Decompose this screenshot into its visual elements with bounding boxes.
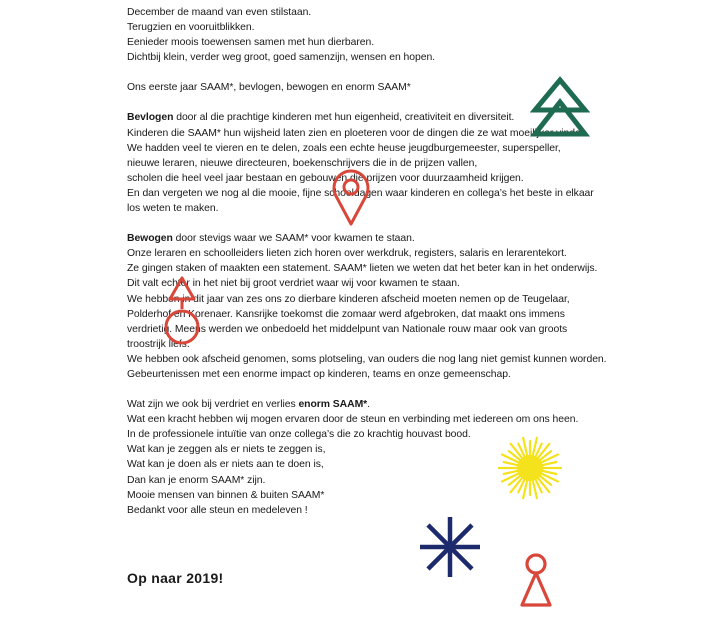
text-span: Wat zijn we ook bij verdriet en verlies <box>127 399 299 411</box>
text-line: Bedankt voor alle steun en medeleven ! <box>127 504 308 516</box>
text-line: Wat een kracht hebben wij mogen ervaren door de steun en verbinding met iedereen om ons heen. <box>127 414 579 426</box>
text-line: Gebeurtenissen met een enorme impact op kinderen, teams en onze gemeenschap. <box>127 368 511 380</box>
text-line: En dan vergeten we nog al die mooie, fijne schooldagen waar kinderen en collega’s het beste in elkaar <box>127 187 594 199</box>
text-line <box>127 397 647 412</box>
text-line: December de maand van even stilstaan. <box>127 7 312 18</box>
text-line: We hebben in dit jaar van zes ons zo dierbare kinderen afscheid moeten nemen op de Teugelaar, <box>127 293 570 305</box>
bevlogen-paragraph <box>127 110 647 216</box>
headline: Ons eerste jaar SAAM*, bevlogen, bewogen en enorm SAAM* <box>127 82 411 94</box>
text-line: We hebben ook afscheid genomen, soms plotseling, van ouders die nog lang niet gemist kunnen worden. <box>127 353 607 365</box>
text-line: We hadden veel te vieren en te delen, zoals een echte heuse jeugdburgemeester, superspeller, <box>127 142 561 154</box>
text-line: scholen die heel veel jaar bestaan en gebouwen die prijzen voor duurzaamheid krijgen. <box>127 172 524 184</box>
enorm-paragraph <box>127 397 647 518</box>
text-line: Terugzien en vooruitblikken. <box>127 22 255 34</box>
text-line: Ze gingen staken of maakten een statement. SAAM* lieten we weten dat het beter kan in het onderwijs. <box>127 263 598 275</box>
keyhole-figure-icon <box>518 552 554 608</box>
bewogen-paragraph <box>127 231 647 382</box>
text-line: Onze leraren en schoolleiders lieten zich horen over werkdruk, registers, salaris en lerarentekort. <box>127 248 567 260</box>
text-line: los weten te maken. <box>127 203 219 215</box>
text-line: Eenieder moois toewensen samen met hun dierbaren. <box>127 37 375 49</box>
text-line: Wat kan je zeggen als er niets te zeggen is, <box>127 444 326 456</box>
text-line: nieuwe leraren, nieuwe directeuren, boekenschrijvers die in de prijzen vallen, <box>127 157 478 169</box>
letter-body <box>127 5 647 518</box>
text-line: verdrietig. Meens werden we onbedoeld het middelpunt van Nationale rouw maar ook van groots <box>127 323 568 335</box>
text-line: Dichtbij klein, verder weg groot, goed samenzijn, wensen en hopen. <box>127 52 436 64</box>
keyword-enorm-saam: enorm SAAM* <box>298 399 368 411</box>
keyword-bevlogen: Bevlogen <box>127 112 174 124</box>
asterisk-star-icon <box>418 515 482 579</box>
text-line: Dit valt echter in het niet bij groot verdriet waar wij voor kwamen te staan. <box>127 278 460 290</box>
text-span: . <box>367 399 371 411</box>
text-line: In de professionele intuïtie van onze collega’s die zo krachtig houvast bood. <box>127 429 471 441</box>
text-line: troostrijk liefs. <box>127 338 190 350</box>
text-line: Mooie mensen van binnen & buiten SAAM* <box>127 489 325 501</box>
closing-line: Op naar 2019! <box>127 570 224 586</box>
text-span: door al die prachtige kinderen met hun eigenheid, creativiteit en diversiteit. <box>173 112 515 124</box>
text-line: Kinderen die SAAM* hun wijsheid laten zien en ploeteren voor de dingen die ze wat moeilijker vinden. <box>127 127 590 139</box>
text-line: Dan kan je enorm SAAM* zijn. <box>127 474 266 486</box>
keyword-bewogen: Bewogen <box>127 233 173 245</box>
text-line <box>127 231 647 246</box>
text-line: Wat kan je doen als er niets aan te doen is, <box>127 459 324 471</box>
text-line <box>127 110 647 125</box>
text-span: door stevigs waar we SAAM* voor kwamen te staan. <box>172 233 415 245</box>
intro-paragraph <box>127 5 647 65</box>
text-line: Polderhof en Korenaer. Kansrijke toekomst die zomaar werd afgebroken, dat maakt ons immens <box>127 308 565 320</box>
